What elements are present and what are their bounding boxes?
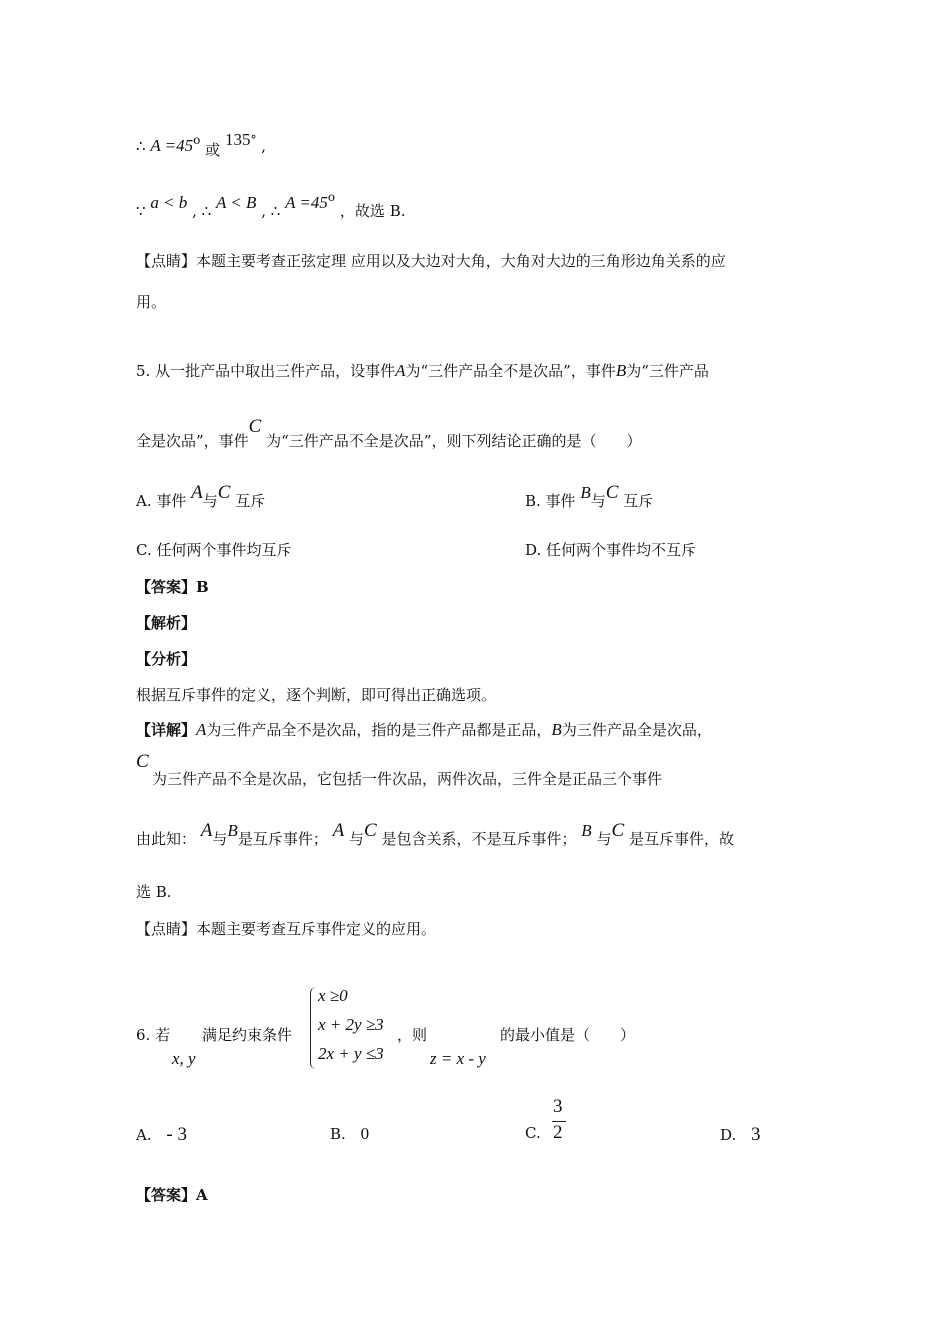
because-symbol: ∵ [136, 202, 146, 220]
note-q4-line1: 【点睛】本题主要考查正弦定理 应用以及大边对大角，大角对大边的三角形边角关系的应 [136, 252, 726, 270]
var-A: A [395, 361, 406, 380]
q5-fenxi-text: 根据互斥事件的定义，逐个判断，即可得出正确选项。 [136, 686, 497, 704]
var-A: A [191, 482, 203, 503]
degree-mark: o [327, 190, 336, 204]
text-with: 与 [212, 830, 228, 848]
constraint-3: 2x + y ≤3 [318, 1044, 384, 1063]
option-label: A. [136, 1126, 152, 1144]
var-B: B [581, 821, 592, 840]
var-B: B [580, 483, 591, 502]
q6-option-d[interactable] [720, 1124, 761, 1146]
q5-text-c: 为“三件产品 [626, 362, 709, 380]
q6-suffix: 的最小值是（ ） [500, 1026, 636, 1044]
q5-stem-line2 [136, 416, 642, 452]
q5-detail-line4: 选 B. [136, 883, 172, 901]
q6-prefix: 6. 若 [136, 1026, 171, 1044]
var-C: C [364, 820, 377, 841]
q6-option-b[interactable] [330, 1124, 369, 1144]
fraction-numerator: 3 [553, 1096, 563, 1117]
q6-option-a[interactable] [136, 1124, 187, 1146]
therefore-symbol: ∴ [201, 202, 212, 220]
q5-option-d[interactable]: D. 任何两个事件均不互斥 [525, 541, 697, 559]
q5-stem-line1 [136, 360, 709, 381]
text-mutually-exclusive: 互斥 [235, 492, 266, 510]
q5-option-a[interactable] [136, 482, 266, 512]
q5-fenxi-heading: 【分析】 [136, 650, 197, 668]
math-135: 135 [224, 130, 251, 149]
option-value: 0 [360, 1124, 370, 1143]
var-B: B [615, 361, 627, 380]
text-with: 与 [590, 492, 606, 510]
q5-detail-line2: 为三件产品不全是次品，它包括一件次品，两件次品，三件全是正品三个事件 [152, 770, 663, 788]
detail-hence: 由此知： [136, 830, 197, 848]
var-B: B [227, 821, 238, 840]
fraction-denominator: 2 [553, 1122, 563, 1143]
math-angle-a-eq: A =45 [285, 193, 328, 212]
option-label: B. 事件 [525, 492, 576, 510]
q5-text-a: 5. 从一批产品中取出三件产品，设事件 [136, 362, 396, 380]
var-A: A [196, 720, 207, 739]
var-C: C [248, 416, 262, 437]
q5-text-b: 为“三件产品全不是次品”，事件 [405, 362, 616, 380]
comma: , [261, 202, 266, 220]
q5-option-c[interactable]: C. 任何两个事件均互斥 [136, 541, 292, 559]
text-with: 与 [202, 492, 218, 510]
q5-text-d: 全是次品”，事件 [136, 432, 249, 450]
math-x-y: x, y [172, 1049, 196, 1068]
option-label: D. [720, 1126, 737, 1144]
var-C: C [605, 482, 619, 503]
note-q4-line2: 用。 [136, 293, 167, 311]
q5-analysis-heading: 【解析】 [136, 614, 197, 632]
therefore-symbol: ∴ [270, 202, 281, 220]
option-value: 3 [751, 1124, 761, 1145]
math-A-lt-B: A < B [215, 193, 257, 212]
q6-then: ，则 [397, 1026, 428, 1044]
q5-option-b[interactable] [525, 482, 654, 512]
option-label: A. 事件 [136, 492, 187, 510]
choose-b-text: ，故选 B. [339, 202, 406, 220]
constraint-1: x ≥0 [318, 986, 348, 1005]
detail-text-5: 是互斥事件，故 [628, 830, 734, 848]
math-angle-a-eq: A =45 [150, 136, 194, 155]
derivation-line-1 [136, 130, 267, 159]
comma: , [192, 202, 197, 220]
option-label: B. [330, 1125, 346, 1143]
constraint-2: x + 2y ≥3 [318, 1015, 384, 1034]
q6-option-c-label[interactable] [525, 1124, 541, 1142]
option-label: C. [525, 1124, 541, 1142]
var-C: C [217, 482, 231, 503]
degree-mark-2: ° [250, 133, 257, 147]
detail-text-3: 是互斥事件； [237, 830, 328, 848]
var-A: A [332, 820, 345, 841]
var-C: C [611, 820, 625, 841]
q5-answer: 【答案】B [136, 578, 209, 596]
comma: , [261, 137, 267, 155]
var-A: A [200, 820, 213, 841]
text-or: 或 [205, 141, 221, 159]
constraint-brace [310, 987, 317, 1069]
option-value: - 3 [166, 1124, 187, 1145]
detail-text-1: 为三件产品全不是次品，指的是三件产品都是正品， [206, 721, 552, 739]
text-mutually-exclusive: 互斥 [623, 492, 654, 510]
degree-mark: o [193, 133, 201, 147]
detail-label: 【详解】 [136, 721, 197, 739]
detail-text-2: 为三件产品全是次品， [561, 721, 712, 739]
text-with: 与 [349, 830, 365, 848]
q5-detail-line2-var [136, 751, 149, 773]
q6-answer: 【答案】A [136, 1186, 208, 1204]
math-a-lt-b: a < b [150, 193, 188, 212]
text-with: 与 [596, 830, 612, 848]
q5-note: 【点睛】本题主要考查互斥事件定义的应用。 [136, 920, 437, 938]
therefore-symbol: ∴ [136, 137, 146, 155]
q6-constraint-text: 满足约束条件 [202, 1026, 293, 1044]
var-B: B [551, 720, 562, 739]
q5-detail-line1 [136, 719, 712, 740]
derivation-line-2 [136, 190, 406, 220]
q5-detail-line3 [136, 820, 734, 850]
math-z-eq: z = x - y [430, 1049, 486, 1068]
detail-text-4: 是包含关系，不是互斥事件； [381, 830, 577, 848]
var-C: C [136, 751, 149, 772]
q5-text-e: 为“三件产品不全是次品”，则下列结论正确的是（ ） [266, 432, 642, 450]
